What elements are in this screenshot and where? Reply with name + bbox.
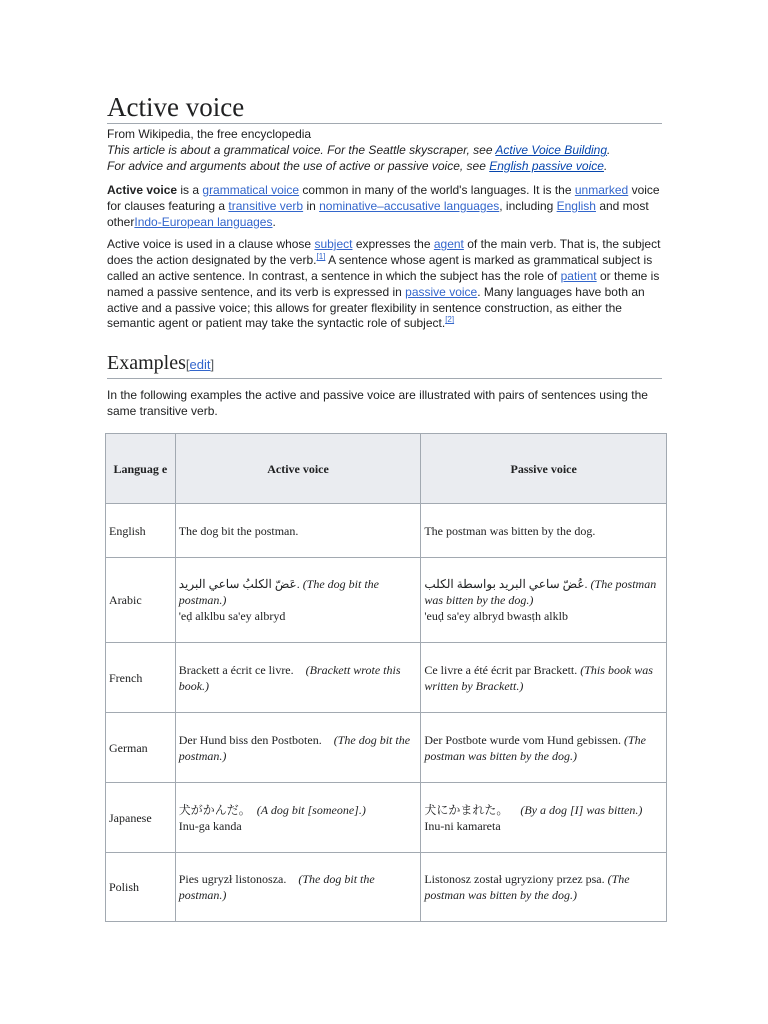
passive-sentence: عُضّ ساعي البريد بواسطة الكلب. [424,577,588,591]
active-sentence: The dog bit the postman. [178,523,299,538]
cell-passive-voice [421,643,667,713]
header-passive-voice: Passive voice [421,434,667,504]
lead-term: Active voice [107,183,178,197]
link-indo-european[interactable]: Indo-European languages [134,214,273,229]
examples-table [105,433,667,922]
link-passive-voice[interactable]: passive voice [405,284,478,299]
cell-passive-voice [421,713,667,783]
table-row [106,783,667,853]
cell-language: German [106,713,176,783]
link-unmarked[interactable]: unmarked [574,183,629,197]
link-active-voice-building[interactable]: Active Voice Building [495,143,608,157]
lead-paragraph: Active voice is a grammatical voice common in many of the world's languages. It is the unmarked voice for clauses featuring a transitive verb in nominative–accusative languages, including English and most otherIndo-European languages. [107,183,660,229]
table-row [106,643,667,713]
edit-link[interactable]: edit [189,357,211,373]
cell-passive-voice [421,504,667,558]
table-body [106,504,667,922]
cell-active-voice [175,558,421,643]
cell-language: Japanese [106,783,176,853]
hatnote-line-2: For advice and arguments about the use of active or passive voice, see English passive voice. [107,159,608,173]
active-translation: (The dog bit the postman.) [178,577,383,607]
reference-2[interactable]: [2] [445,315,455,325]
passive-sentence: Der Postbote wurde vom Hund gebissen. [424,732,621,747]
cell-active-voice [175,853,421,922]
active-sentence: Der Hund biss den Postboten. [178,732,322,747]
page-title: Active voice [107,92,662,124]
passive-translation: (The postman was bitten by the dog.) [424,577,660,607]
cell-language: Polish [106,853,176,922]
table-header-row [106,434,667,504]
active-translation: (A dog bit [someone].) [250,802,366,817]
link-transitive-verb[interactable]: transitive verb [228,198,304,213]
article-body [107,92,662,420]
passive-sentence: Listonosz został ugryziony przez psa. [424,872,605,886]
cell-active-voice [175,783,421,853]
table-row [106,713,667,783]
active-translation: (The dog bit the postman.) [178,732,414,763]
cell-language: French [106,643,176,713]
active-sentence: عَضّ الكلبُ ساعي البريد. [178,577,300,591]
link-subject[interactable]: subject [314,237,353,252]
cell-language: Arabic [106,558,176,643]
link-patient[interactable]: patient [560,268,597,283]
link-nominative-accusative[interactable]: nominative–accusative languages [319,198,500,213]
link-english-passive-voice[interactable]: English passive voice [489,159,604,173]
active-sentence: 犬がかんだ。 [178,802,251,817]
header-active-voice: Active voice [175,434,421,504]
header-language: Languag e [106,434,176,504]
link-english[interactable]: English [556,198,596,213]
link-grammatical-voice[interactable]: grammatical voice [202,183,300,197]
active-sentence: Pies ugryzł listonosza. [178,872,287,886]
second-paragraph: Active voice is used in a clause whose subject expresses the agent of the main verb. That is, the subject does the action designated by the verb.[1] A sentence whose agent is marked as grammatical subject is called an active sentence. In contrast, a sentence in which the subject has the role of patient or theme is named a passive sentence, and its verb is expressed in passive voice. Many languages have both an active and a passive voice; this allows for greater flexibility in sentence construction, as either the semantic agent or patient may take the syntactic role of subject.[2] [107,237,661,331]
passive-sentence: 犬にかまれた。 [424,802,509,817]
cell-active-voice [175,713,421,783]
table-row [106,853,667,922]
section-heading-examples: Examples[edit] [107,351,662,379]
hatnote-line-1: This article is about a grammatical voice. For the Seattle skyscraper, see Active Voice Building. [107,143,611,157]
tagline: From Wikipedia, the free encyclopedia [107,127,312,141]
cell-active-voice [175,643,421,713]
passive-sentence: Ce livre a été écrit par Brackett. [424,662,578,677]
passive-translation: (By a dog [I] was bitten.) [508,802,643,817]
passive-sentence: The postman was bitten by the dog. [424,523,596,538]
active-translation: (The dog bit the postman.) [178,872,378,902]
table-row [106,558,667,643]
cell-language: English [106,504,176,558]
active-romanization: Inu-ga kanda [178,818,242,833]
active-translation: (Brackett wrote this book.) [178,662,404,693]
cell-passive-voice [421,558,667,643]
reference-1[interactable]: [1] [316,252,326,262]
edit-section: [edit] [185,357,215,373]
active-sentence: Brackett a écrit ce livre. [178,662,294,677]
passive-translation: (The postman was bitten by the dog.) [424,732,649,763]
cell-passive-voice [421,783,667,853]
passive-romanization: Inu-ni kamareta [424,818,501,833]
passive-translation: (The postman was bitten by the dog.) [424,872,633,902]
cell-passive-voice [421,853,667,922]
hatnote [107,142,662,174]
table-row [106,504,667,558]
link-agent[interactable]: agent [433,237,464,252]
cell-active-voice [175,504,421,558]
examples-intro: In the following examples the active and passive voice are illustrated with pairs of sentences using the same transitive verb. [107,388,648,418]
passive-romanization: 'euḍ sa'ey albryd bwasṭh alklb [424,609,568,623]
active-romanization: 'eḍ alklbu sa'ey albryd [178,609,286,623]
passive-translation: (This book was written by Brackett.) [424,662,656,693]
